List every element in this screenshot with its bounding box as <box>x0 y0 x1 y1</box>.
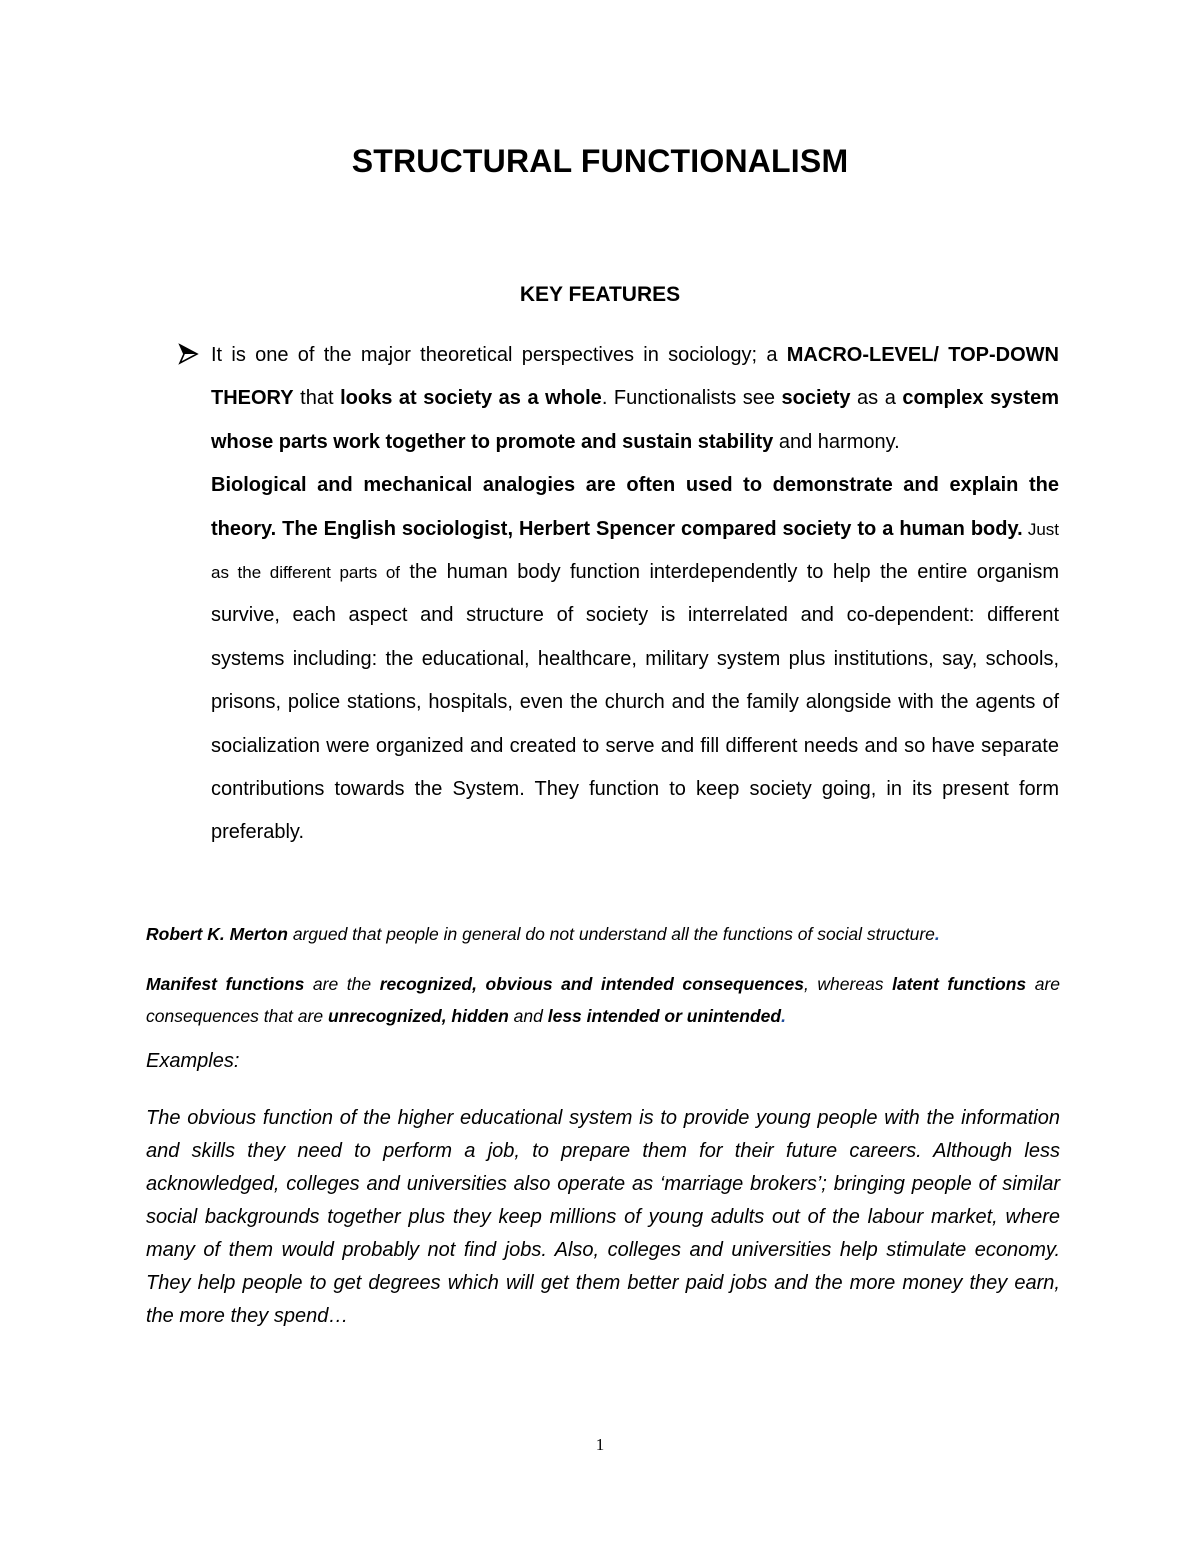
emphasis-text: complex system whose parts work together to promote and sustain stability <box>211 387 1060 453</box>
page-number: 1 <box>595 1435 605 1454</box>
text-run: . <box>781 1006 786 1026</box>
text-run: . <box>934 924 940 944</box>
emphasis-text: unrecognized, hidden <box>327 1006 509 1026</box>
emphasis-text: Biological and mechanical analogies are often used to demonstrate and explain the theory. The English sociologist, Herbert Spencer compared society to a human body. <box>211 474 1059 540</box>
emphasis-text: latent functions <box>892 974 1027 994</box>
bullet-paragraph-1 <box>211 334 1059 464</box>
text-run: . Functionalists see <box>601 387 782 410</box>
emphasis-text: recognized, obvious and intended consequences <box>379 974 804 994</box>
bullet-paragraph-2 <box>211 464 1059 855</box>
text-run: Just as the different parts of <box>211 519 1059 583</box>
bullet-item <box>211 334 1059 855</box>
manifest-latent-paragraph <box>146 968 1060 1032</box>
author-name: Robert K. Merton <box>146 924 288 944</box>
text-run: , whereas <box>803 974 893 994</box>
emphasis-text: society <box>781 387 851 410</box>
examples-paragraph: The obvious function of the higher educational system is to provide young people with the information and skills they need to perform a job, to prepare them for their future careers. Although less acknowledged, colleges and universities also operate as ‘marriage brokers’; bringing people of similar social backgrounds together plus they keep millions of young adults out of the labour market, where many of them would probably not find jobs. Also, colleges and universities help stimulate economy. They help people to get degrees which will get them better paid jobs and the more money they earn, the more they spend… <box>146 1107 1060 1327</box>
text-run: that <box>293 387 341 410</box>
emphasis-text: Manifest functions <box>146 974 305 994</box>
text-run: are consequences that are <box>146 974 1060 1026</box>
merton-paragraph <box>146 918 1060 950</box>
text-run: argued that people in general do not understand all the functions of social structure <box>287 924 935 944</box>
emphasis-text: looks at society as a whole <box>340 387 602 410</box>
document-title: STRUCTURAL FUNCTIONALISM <box>351 143 849 179</box>
emphasis-text: MACRO-LEVEL/ TOP-DOWN THEORY <box>211 344 1060 410</box>
text-run: the human body function interdependently to help the entire organism survive, each aspect and structure of society is interrelated and co-dependent: different systems including: the educational, healthcare, military system plus institutions, say, schools, prisons, police stations, hospitals, even the church and the family alongside with the agents of socialization were organized and created to serve and fill different needs and so have separate contributions towards the System. They function to keep society going, in its present form preferably. <box>211 561 1059 844</box>
text-run: and <box>508 1006 548 1026</box>
text-run: and harmony. <box>773 430 900 453</box>
text-run: as a <box>850 387 903 410</box>
section-heading: KEY FEATURES <box>519 283 681 306</box>
arrowhead-bullet-icon <box>177 343 199 365</box>
emphasis-text: less intended or unintended <box>547 1006 782 1026</box>
examples-heading: Examples: <box>146 1050 240 1072</box>
text-run: are the <box>304 974 380 994</box>
text-run: It is one of the major theoretical perspectives in sociology; a <box>211 344 787 366</box>
